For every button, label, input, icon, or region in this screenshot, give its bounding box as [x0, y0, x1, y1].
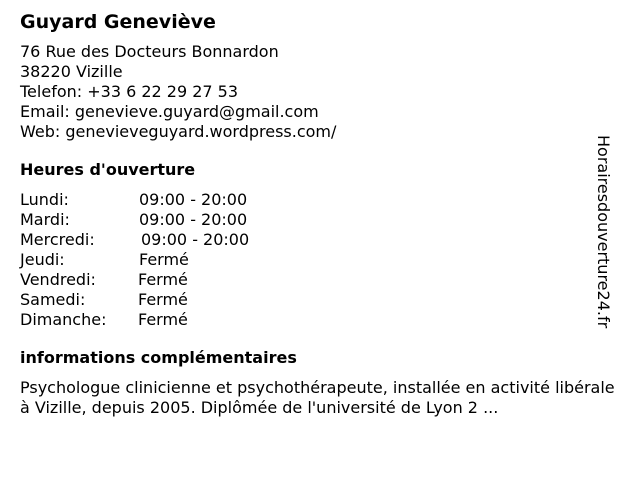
- hours-row-sunday: [20, 310, 620, 330]
- day-hours: 09:00 - 20:00: [139, 190, 248, 209]
- business-card: [20, 10, 620, 418]
- hours-row-saturday: [20, 290, 620, 310]
- additional-info-title: informations complémentaires: [20, 348, 297, 367]
- day-hours: Fermé: [138, 290, 188, 309]
- hours-row-tuesday: [20, 210, 620, 230]
- hours-row-thursday: [20, 250, 620, 270]
- day-hours: Fermé: [138, 310, 188, 329]
- address-street: 76 Rue des Docteurs Bonnardon: [20, 42, 279, 61]
- opening-hours-table: [20, 190, 620, 330]
- day-label: Mardi:: [20, 210, 70, 229]
- day-hours: Fermé: [139, 250, 189, 269]
- day-label: Jeudi:: [20, 250, 65, 269]
- phone-line: Telefon: +33 6 22 29 27 53: [20, 82, 239, 101]
- day-label: Dimanche:: [20, 310, 107, 329]
- email-line: Email: genevieve.guyard@gmail.com: [20, 102, 319, 121]
- hours-row-friday: [20, 270, 620, 290]
- day-hours: 09:00 - 20:00: [141, 230, 250, 249]
- web-line: Web: genevieveguyard.wordpress.com/: [20, 122, 337, 141]
- day-label: Mercredi:: [20, 230, 95, 249]
- day-label: Vendredi:: [20, 270, 96, 289]
- day-hours: 09:00 - 20:00: [139, 210, 248, 229]
- additional-info-text: Psychologue clinicienne et psychothérapeute, installée en activité libérale à Vizille, depuis 2005. Diplômée de l'université de Lyon 2 ...: [20, 378, 615, 417]
- day-label: Samedi:: [20, 290, 86, 309]
- site-watermark: Horairesdouverture24.fr: [594, 135, 613, 329]
- address-city: 38220 Vizille: [20, 62, 123, 81]
- hours-row-monday: [20, 190, 620, 210]
- day-label: Lundi:: [20, 190, 69, 209]
- opening-hours-title: Heures d'ouverture: [20, 160, 196, 179]
- hours-row-wednesday: [20, 230, 620, 250]
- business-name: Guyard Geneviève: [20, 11, 216, 33]
- day-hours: Fermé: [138, 270, 188, 289]
